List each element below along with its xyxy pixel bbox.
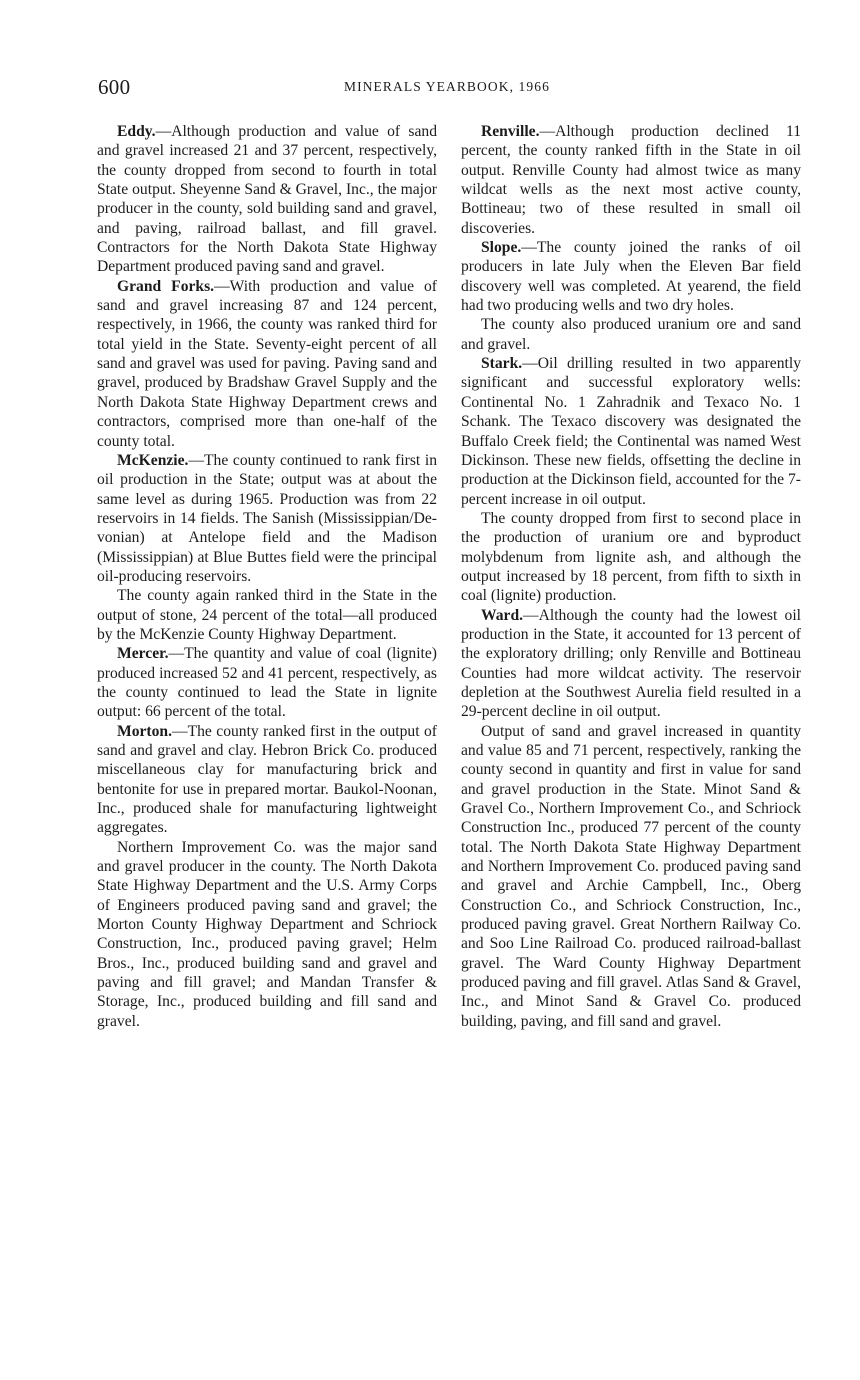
paragraph-morton xyxy=(97,722,437,838)
paragraph-text: The county also produced uranium ore and sand and gravel. xyxy=(461,316,801,353)
paragraph-mckenzie xyxy=(97,451,437,586)
paragraph-text: —Although production declined 11 percent, the county ranked fifth in the State in oil output. Renville County had almost twice as many wildcat wells as the next most active county, Bottineau; two of these resulted in small oil discoveries. xyxy=(461,123,801,237)
paragraph-morton-sand-gravel xyxy=(97,838,437,1031)
paragraph-text: —The quantity and value of coal (lignite) produced increased 52 and 41 percent, respectively, as the county continued to lead the State in lignite output: 66 percent of the total. xyxy=(97,645,437,721)
county-heading: Stark. xyxy=(481,355,523,373)
county-heading: Renville. xyxy=(481,123,540,140)
county-heading: McKenzie. xyxy=(117,451,189,469)
page-header xyxy=(98,74,798,104)
paragraph-slope xyxy=(461,238,801,315)
paragraph-text: The county dropped from first to second place in the production of uranium ore and byproduct molybdenum from lignite ash, and although the output increased by 18 percent, from fifth to sixth in coal (lignite) production. xyxy=(461,509,801,605)
county-heading: Eddy. xyxy=(117,123,156,140)
paragraph-eddy xyxy=(97,122,437,277)
paragraph-text: The county again ranked third in the State in the output of stone, 24 percent of the total—all produced by the McKenzie County Highway Department. xyxy=(97,587,437,643)
paragraph-mercer xyxy=(97,644,437,721)
paragraph-text: —Oil drilling resulted in two apparently significant and successful exploratory wells: Continental No. 1 Zahradnik and Texaco No. 1 Schank. The Texaco discovery was designated the Buffalo Creek field; the Continental was named West Dickinson. These new fields, offsetting the decline in production at the Dickinson field, accounted for the 7-percent increase in oil output. xyxy=(461,355,801,508)
paragraph-text: —The county joined the ranks of oil producers in late July when the Eleven Bar field discovery well was completed. At yearend, the field had two producing wells and two dry holes. xyxy=(461,239,801,315)
paragraph-renville xyxy=(461,122,801,238)
paragraph-ward xyxy=(461,606,801,722)
right-column xyxy=(461,122,801,1031)
left-column xyxy=(97,122,437,1031)
paragraph-text: Output of sand and gravel increased in quantity and value 85 and 71 percent, respectively, ranking the county second in quantity and first in value for sand and gravel production in the State. Minot Sand & Gravel Co., Northern Improvement Co., and Schriock Construction Inc., produced 77 percent of the county total. The North Dakota State Highway Department and Northern Improvement Co. produced paving sand and gravel and Archie Campbell, Inc., Oberg Construction Co., and Schriock Construction, Inc., produced paving gravel. Great Northern Railway Co. and Soo Line Railroad Co. produced railroad-ballast gravel. The Ward County Highway Department produced paving and fill gravel. Atlas Sand & Gravel, Inc., and Minot Sand & Gravel Co. produced building, paving, and fill sand and gravel. xyxy=(461,722,801,1030)
paragraph-mckenzie-stone xyxy=(97,586,437,644)
paragraph-slope-other xyxy=(461,315,801,354)
county-heading: Morton. xyxy=(117,722,172,740)
paragraph-text: —Although production and value of sand and gravel increased 21 and 37 percent, respectively, the county dropped from second to fourth in total State output. Sheyenne Sand & Gravel, Inc., the major producer in the county, sold building sand and gravel, and paving, railroad ballast, and fill gravel. Contractors for the North Dakota State Highway Department produced paving sand and gravel. xyxy=(97,123,437,276)
county-heading: Grand Forks. xyxy=(117,277,215,295)
paragraph-stark-uranium xyxy=(461,509,801,606)
page-number: 600 xyxy=(98,75,131,99)
county-heading: Ward. xyxy=(481,606,524,624)
running-title: MINERALS YEARBOOK, 1966 xyxy=(344,79,550,94)
county-heading: Slope. xyxy=(481,239,522,257)
paragraph-text: —The county continued to rank first in oil production in the State; output was at about the same level as during 1965. Production was from 22 reservoirs in 14 fields. The Sanish (Mississippian/Devonian) at Antelope field and the Madison (Mississippian) at Blue Buttes field were the principal oil-producing reservoirs. xyxy=(97,451,437,585)
paragraph-ward-sand-gravel xyxy=(461,722,801,1032)
paragraph-text: —The county ranked first in the output of sand and gravel and clay. Hebron Brick Co. produced miscellaneous clay for manufacturing brick and bentonite for use in prepared mortar. Baukol-Noonan, Inc., produced shale for manufacturing lightweight aggregates. xyxy=(97,722,437,837)
paragraph-text: —With production and value of sand and gravel increasing 87 and 124 percent, respectively, in 1966, the county was ranked third for total yield in the State. Seventy-eight percent of all sand and gravel was used for paving. Paving sand and gravel, produced by Bradshaw Gravel Supply and the North Dakota State Highway Department crews and contractors, comprised more than one-half of the county total. xyxy=(97,277,437,450)
county-heading: Mercer. xyxy=(117,645,169,663)
paragraph-grand-forks xyxy=(97,277,437,451)
paragraph-text: —Although the county had the lowest oil production in the State, it accounted for 13 percent of the exploratory drilling; only Renville and Bottineau Counties had more wildcat activity. The reservoir depletion at the Southwest Aurelia field resulted in a 29-percent decline in oil output. xyxy=(461,606,801,721)
paragraph-stark xyxy=(461,354,801,509)
paragraph-text: Northern Improvement Co. was the major sand and gravel producer in the county. The North Dakota State Highway Department and the U.S. Army Corps of Engineers produced paving sand and gravel; the Morton County Highway Department and Schriock Construction, Inc., produced paving gravel; Helm Bros., Inc., produced building sand and gravel and paving and fill gravel; and Mandan Transfer & Storage, Inc., produced building and fill sand and gravel. xyxy=(97,838,437,1030)
